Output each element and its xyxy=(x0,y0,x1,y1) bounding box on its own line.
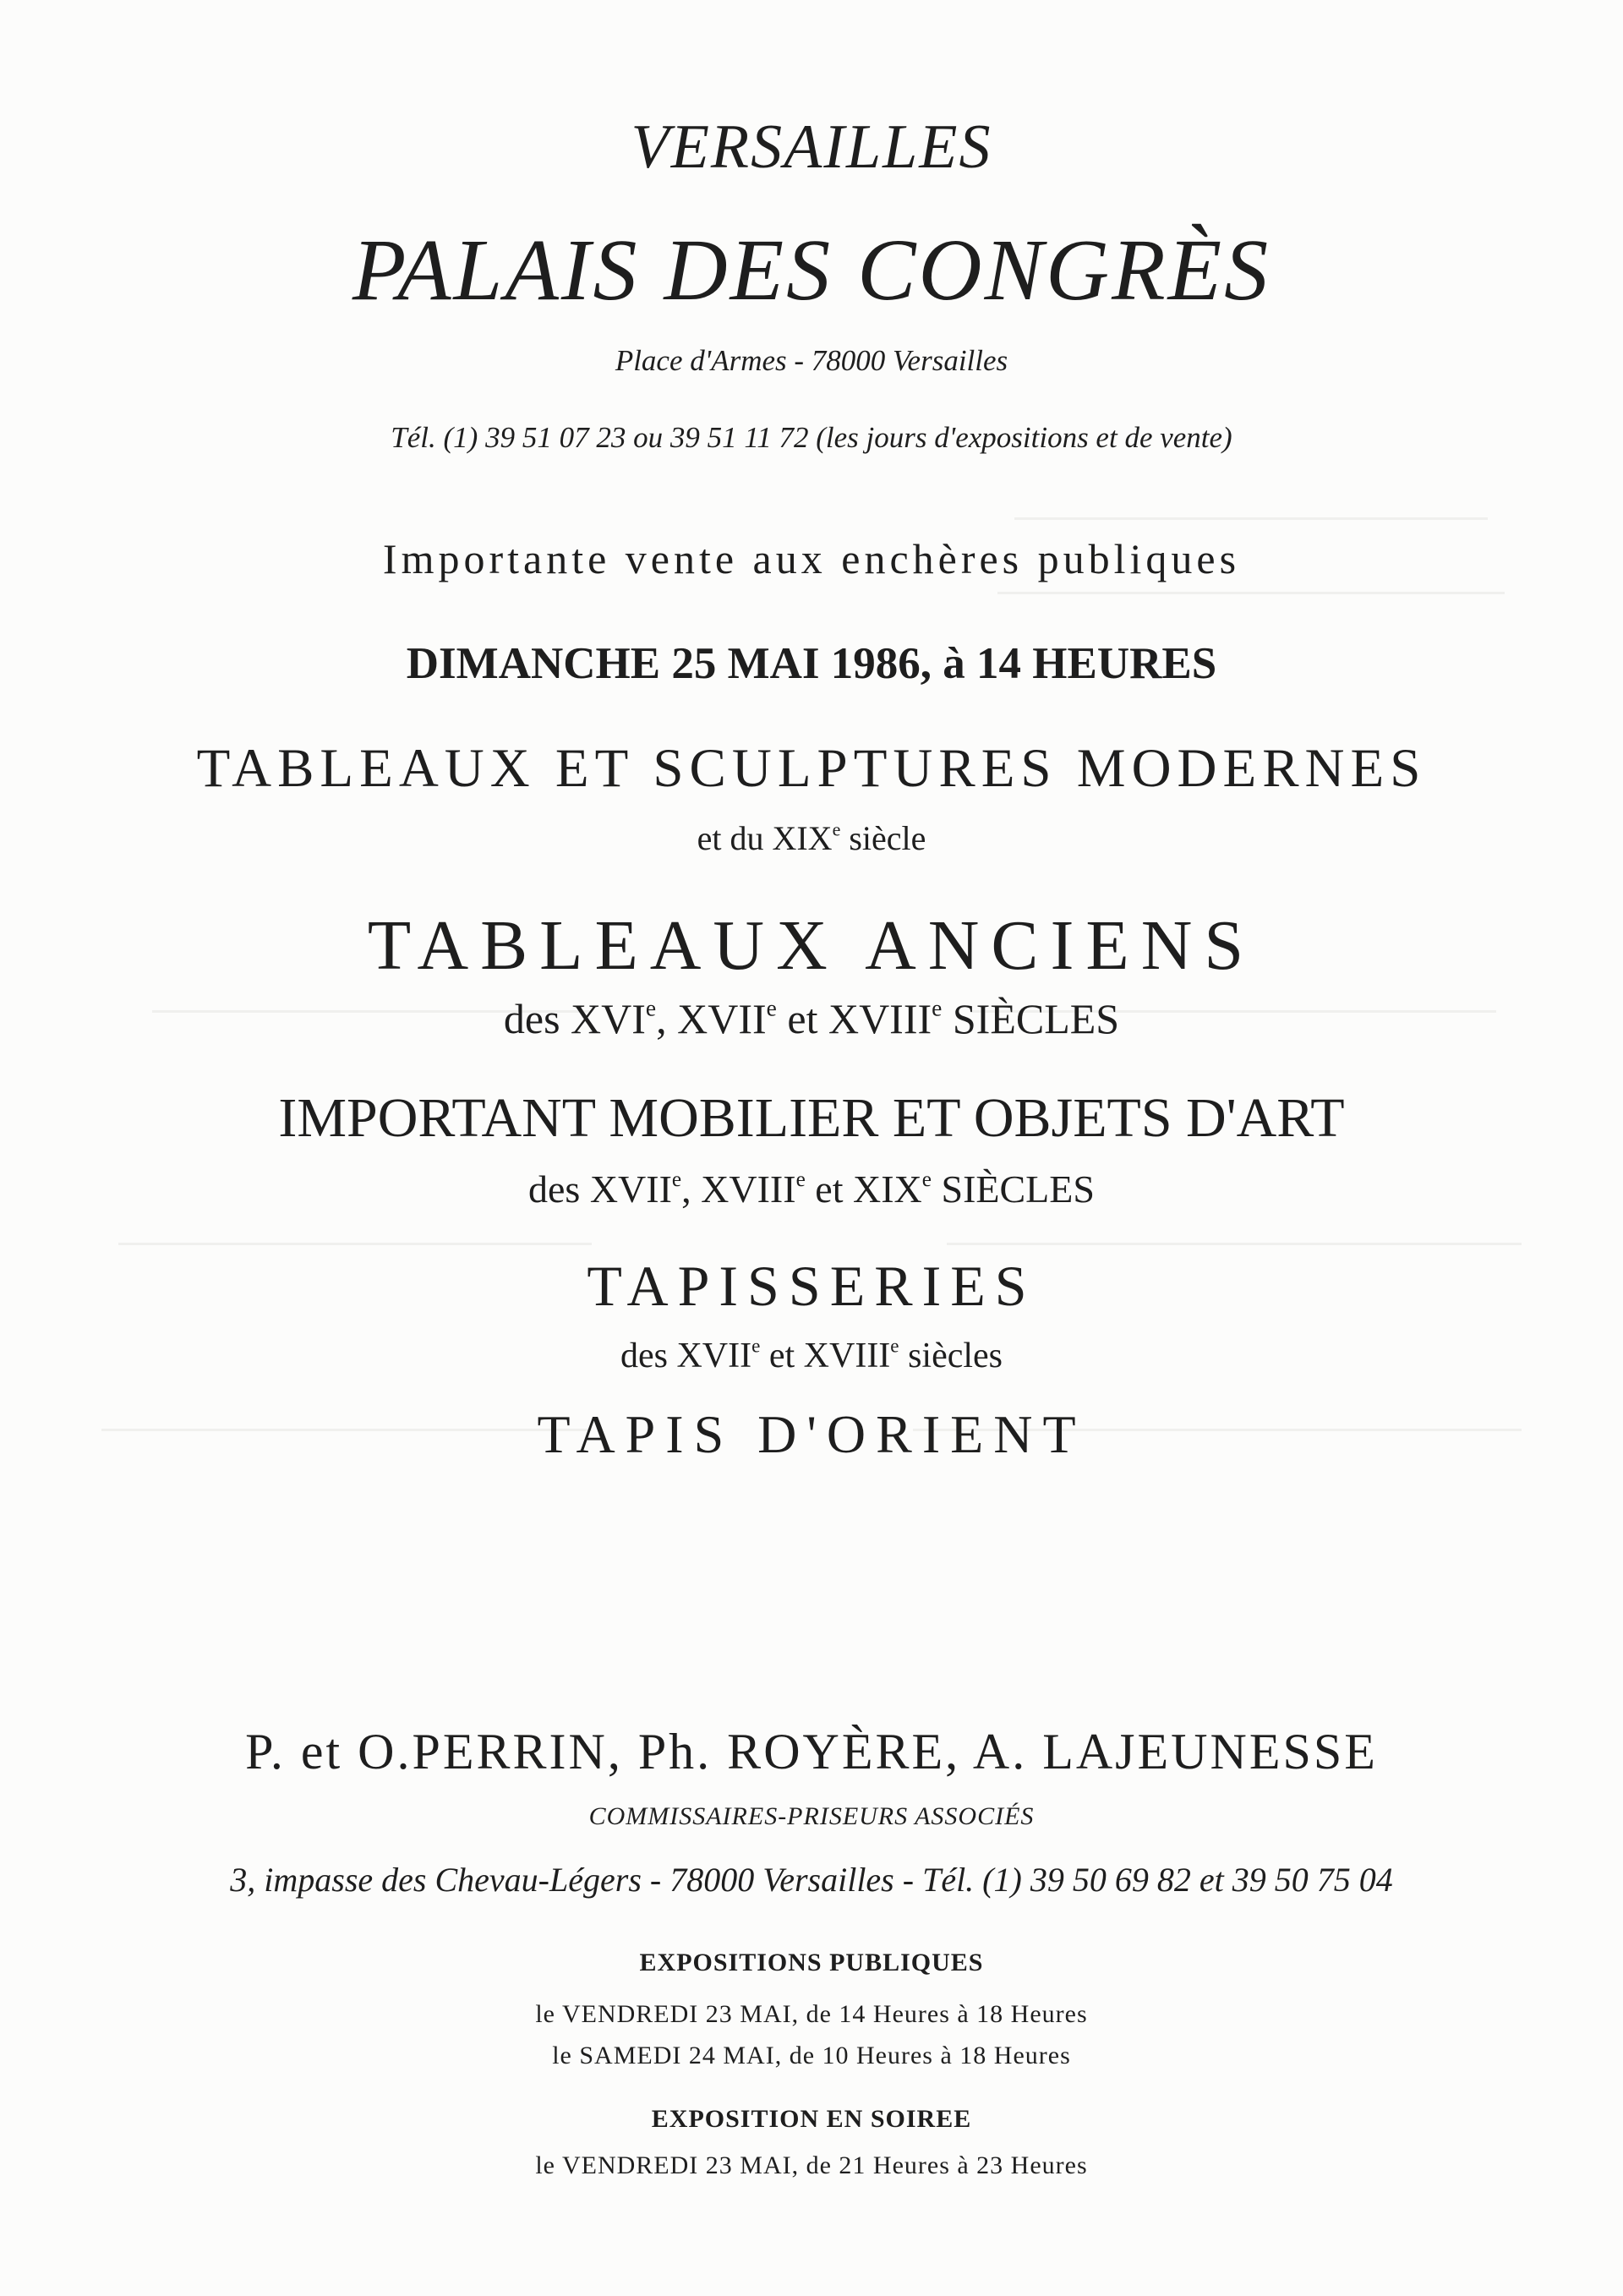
exposition-line: le SAMEDI 24 MAI, de 10 Heures à 18 Heures xyxy=(552,2042,1071,2069)
sale-date: DIMANCHE 25 MAI 1986, à 14 HEURES xyxy=(406,639,1217,688)
ghost-line xyxy=(997,592,1505,594)
ghost-line xyxy=(118,1243,592,1245)
tapestries-subtitle: des XVIIe et XVIIIe siècles xyxy=(620,1334,1003,1375)
old-paintings-title: TABLEAUX ANCIENS xyxy=(367,906,1256,985)
sale-intro: Importante vente aux enchères publiques xyxy=(382,535,1241,582)
exposition-line: le VENDREDI 23 MAI, de 14 Heures à 18 Heures xyxy=(535,2000,1088,2028)
expositions-heading: EXPOSITIONS PUBLIQUES xyxy=(639,1949,984,1976)
tapestries-title: TAPISSERIES xyxy=(587,1254,1036,1318)
ghost-line xyxy=(1014,517,1488,520)
modern-paintings-subtitle: et du XIXe siècle xyxy=(697,818,926,857)
ghost-line xyxy=(947,1243,1522,1245)
furniture-title: IMPORTANT MOBILIER ET OBJETS D'ART xyxy=(278,1087,1345,1149)
venue-city: VERSAILLES xyxy=(631,112,992,182)
old-paintings-subtitle: des XVIe, XVIIe et XVIIIe SIÈCLES xyxy=(503,994,1120,1042)
venue-address: Place d'Armes - 78000 Versailles xyxy=(615,344,1008,377)
furniture-subtitle: des XVIIe, XVIIIe et XIXe SIÈCLES xyxy=(528,1167,1095,1211)
soiree-line: le VENDREDI 23 MAI, de 21 Heures à 23 Heures xyxy=(535,2151,1088,2179)
soiree-heading: EXPOSITION EN SOIREE xyxy=(651,2105,972,2133)
auctioneers-names: P. et O.PERRIN, Ph. ROYÈRE, A. LAJEUNESSE xyxy=(245,1724,1378,1779)
oriental-rugs-title: TAPIS D'ORIENT xyxy=(537,1404,1086,1464)
venue-name: PALAIS DES CONGRÈS xyxy=(352,221,1271,319)
auctioneers-address: 3, impasse des Chevau-Légers - 78000 Versailles - Tél. (1) 39 50 69 82 et 39 50 75 04 xyxy=(230,1861,1393,1899)
venue-phone: Tél. (1) 39 51 07 23 ou 39 51 11 72 (les jours d'expositions et de vente) xyxy=(391,421,1232,454)
auctioneers-title: COMMISSAIRES-PRISEURS ASSOCIÉS xyxy=(588,1802,1035,1830)
modern-paintings-title: TABLEAUX ET SCULPTURES MODERNES xyxy=(196,738,1427,799)
